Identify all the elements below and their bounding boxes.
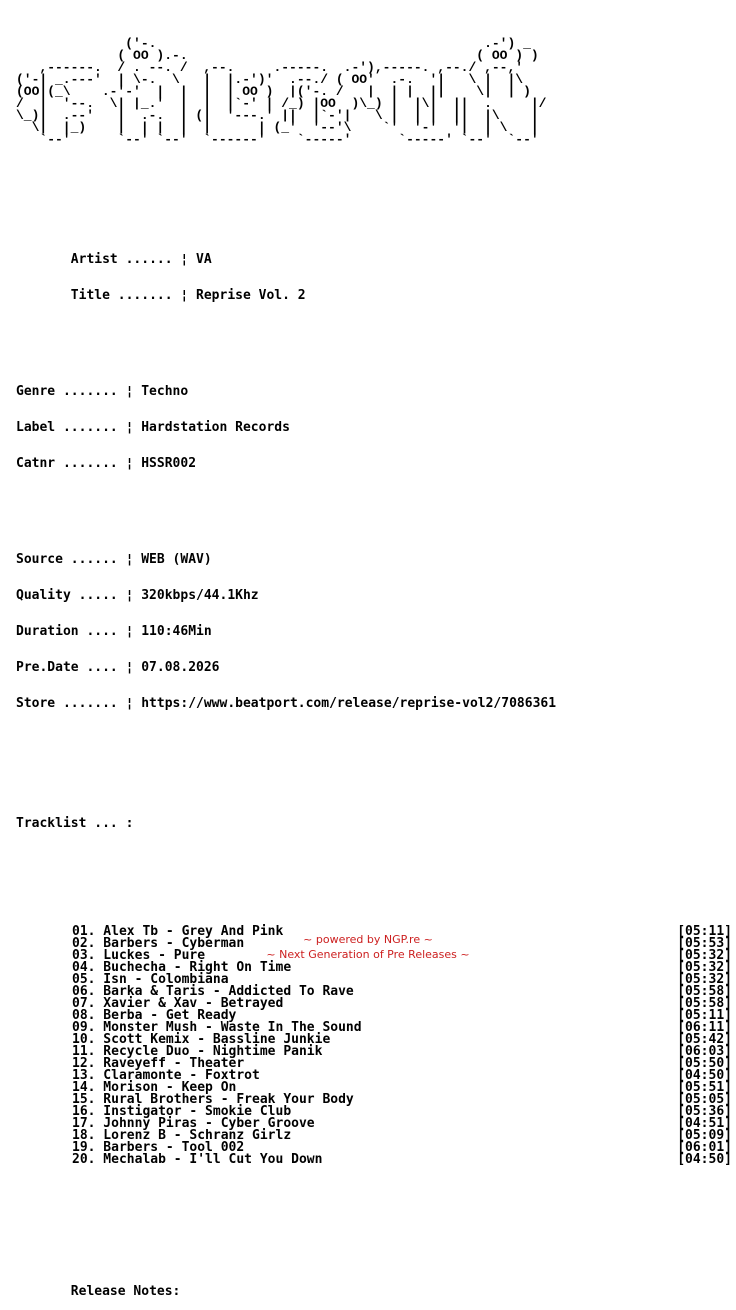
track-row	[16, 1130, 732, 1142]
track-row	[16, 986, 732, 998]
track-title: 06. Barka & Taris - Addicted To Rave	[72, 984, 354, 999]
nfo-document	[16, 14, 732, 1310]
track-title: 15. Rural Brothers - Freak Your Body	[72, 1092, 354, 1107]
footer-powered-by[interactable]: ~ powered by NGP.re ~	[303, 933, 433, 946]
duration-row	[16, 626, 732, 638]
duration-value: 110:46Min	[141, 624, 212, 639]
track-duration: [05:53]	[677, 936, 732, 951]
title-value: Reprise Vol. 2	[196, 288, 306, 303]
label-row	[16, 422, 732, 434]
catnr-value: HSSR002	[141, 456, 197, 471]
source-value: WEB (WAV)	[141, 552, 212, 567]
track-row	[16, 1094, 732, 1106]
tracklist-label: Tracklist ... :	[16, 816, 134, 831]
track-duration: [06:11]	[677, 1020, 732, 1035]
duration-label: Duration .... ¦	[16, 624, 142, 639]
track-duration: [05:58]	[677, 984, 732, 999]
track-duration: [05:32]	[677, 960, 732, 975]
track-title: 12. Raveyeff - Theater	[72, 1056, 245, 1071]
label-label: Label ....... ¦	[16, 420, 142, 435]
track-title: 11. Recycle Duo - Nightime Panik	[72, 1044, 323, 1059]
track-row	[16, 1022, 732, 1034]
track-duration: [06:01]	[677, 1140, 732, 1155]
track-duration: [04:50]	[677, 1068, 732, 1083]
predate-label: Pre.Date .... ¦	[16, 660, 142, 675]
track-title: 16. Instigator - Smokie Club	[72, 1104, 292, 1119]
tracklist	[16, 926, 732, 1166]
store-link[interactable]: https://www.beatport.com/release/reprise-vol2/7086361	[141, 696, 557, 711]
track-title: 02. Barbers - Cyberman	[72, 936, 245, 951]
store-row	[16, 698, 732, 710]
track-title: 04. Buchecha - Right On Time	[72, 960, 292, 975]
track-title: 03. Luckes - Pure	[72, 948, 206, 963]
track-duration: [05:58]	[677, 996, 732, 1011]
store-label: Store ....... ¦	[16, 696, 142, 711]
title-label: Title ....... ¦	[70, 288, 197, 303]
track-row	[16, 1058, 732, 1070]
track-row	[16, 1106, 732, 1118]
track-title: 05. Isn - Colombiana	[72, 972, 229, 987]
track-title: 07. Xavier & Xav - Betrayed	[72, 996, 284, 1011]
track-row	[16, 998, 732, 1010]
predate-value: 07.08.2026	[141, 660, 220, 675]
track-title: 01. Alex Tb - Grey And Pink	[72, 924, 284, 939]
track-title: 08. Berba - Get Ready	[72, 1008, 237, 1023]
track-duration: [05:50]	[677, 1056, 732, 1071]
genre-label: Genre ....... ¦	[16, 384, 142, 399]
track-row	[16, 1070, 732, 1082]
track-title: 20. Mechalab - I'll Cut You Down	[72, 1152, 323, 1167]
track-title: 13. Claramonte - Foxtrot	[72, 1068, 260, 1083]
track-title: 14. Morison - Keep On	[72, 1080, 237, 1095]
track-title: 19. Barbers - Tool 002	[72, 1140, 245, 1155]
track-title: 18. Lorenz B - Schranz Girlz	[72, 1128, 292, 1143]
track-duration: [05:11]	[677, 924, 732, 939]
track-row	[16, 1034, 732, 1046]
track-duration: [05:32]	[677, 972, 732, 987]
genre-row	[16, 386, 732, 398]
track-row	[16, 1154, 732, 1166]
track-row	[16, 1118, 732, 1130]
track-duration: [04:51]	[677, 1116, 732, 1131]
source-row	[16, 554, 732, 566]
track-duration: [05:11]	[677, 1008, 732, 1023]
track-duration: [05:42]	[677, 1032, 732, 1047]
artist-value: VA	[196, 252, 212, 267]
track-title: 17. Johnny Piras - Cyber Groove	[72, 1116, 315, 1131]
footer-tagline: ~ Next Generation of Pre Releases ~	[266, 948, 470, 961]
title-row	[16, 290, 732, 302]
track-row	[16, 1046, 732, 1058]
track-row	[16, 974, 732, 986]
track-title: 10. Scott Kemix - Bassline Junkie	[72, 1032, 331, 1047]
ascii-logo: ('-. .-') _ ( OO ).-. ( OO ) ) ,------. / . --. / ,--. .-----. .-'),-----. ,--./ ,--,' ('-| _.---' | \-. \ | |.-')' .--./ ( OO' .-. '| \ | |\ (OO|(_\ .-'-' | | | | OO ) |('-. / | | | || \| | ) / | '--. \| |_.' | | |`-' | /_) |OO )\_) | |\| || . |/ \_)| .--' | .-. | (| '---.' || |`-'| \ | | | || |\ | \| |_) | | | | | | (_' '--'\ `' '-' '| | \ | `--' `--' `--' `------' `-----' `-----' `--' `--'	[16, 36, 547, 147]
release-notes-heading	[16, 1286, 732, 1298]
track-row	[16, 1082, 732, 1094]
release-notes-label: Release Notes:	[70, 1284, 181, 1299]
track-duration: [04:50]	[677, 1152, 732, 1167]
track-duration: [06:03]	[677, 1044, 732, 1059]
source-label: Source ...... ¦	[16, 552, 142, 567]
catnr-label: Catnr ....... ¦	[16, 456, 142, 471]
predate-row	[16, 662, 732, 674]
artist-label: Artist ...... ¦	[70, 252, 197, 267]
quality-value: 320kbps/44.1Khz	[141, 588, 259, 603]
track-duration: [05:09]	[677, 1128, 732, 1143]
track-duration: [05:05]	[677, 1092, 732, 1107]
label-value: Hardstation Records	[141, 420, 290, 435]
genre-value: Techno	[141, 384, 189, 399]
track-row	[16, 1142, 732, 1154]
track-title: 09. Monster Mush - Waste In The Sound	[72, 1020, 362, 1035]
catnr-row	[16, 458, 732, 470]
track-duration: [05:51]	[677, 1080, 732, 1095]
track-duration: [05:36]	[677, 1104, 732, 1119]
quality-row	[16, 590, 732, 602]
tracklist-heading	[16, 818, 732, 830]
track-row	[16, 1010, 732, 1022]
artist-row	[16, 254, 732, 266]
quality-label: Quality ..... ¦	[16, 588, 142, 603]
footer	[0, 932, 736, 962]
track-duration: [05:32]	[677, 948, 732, 963]
